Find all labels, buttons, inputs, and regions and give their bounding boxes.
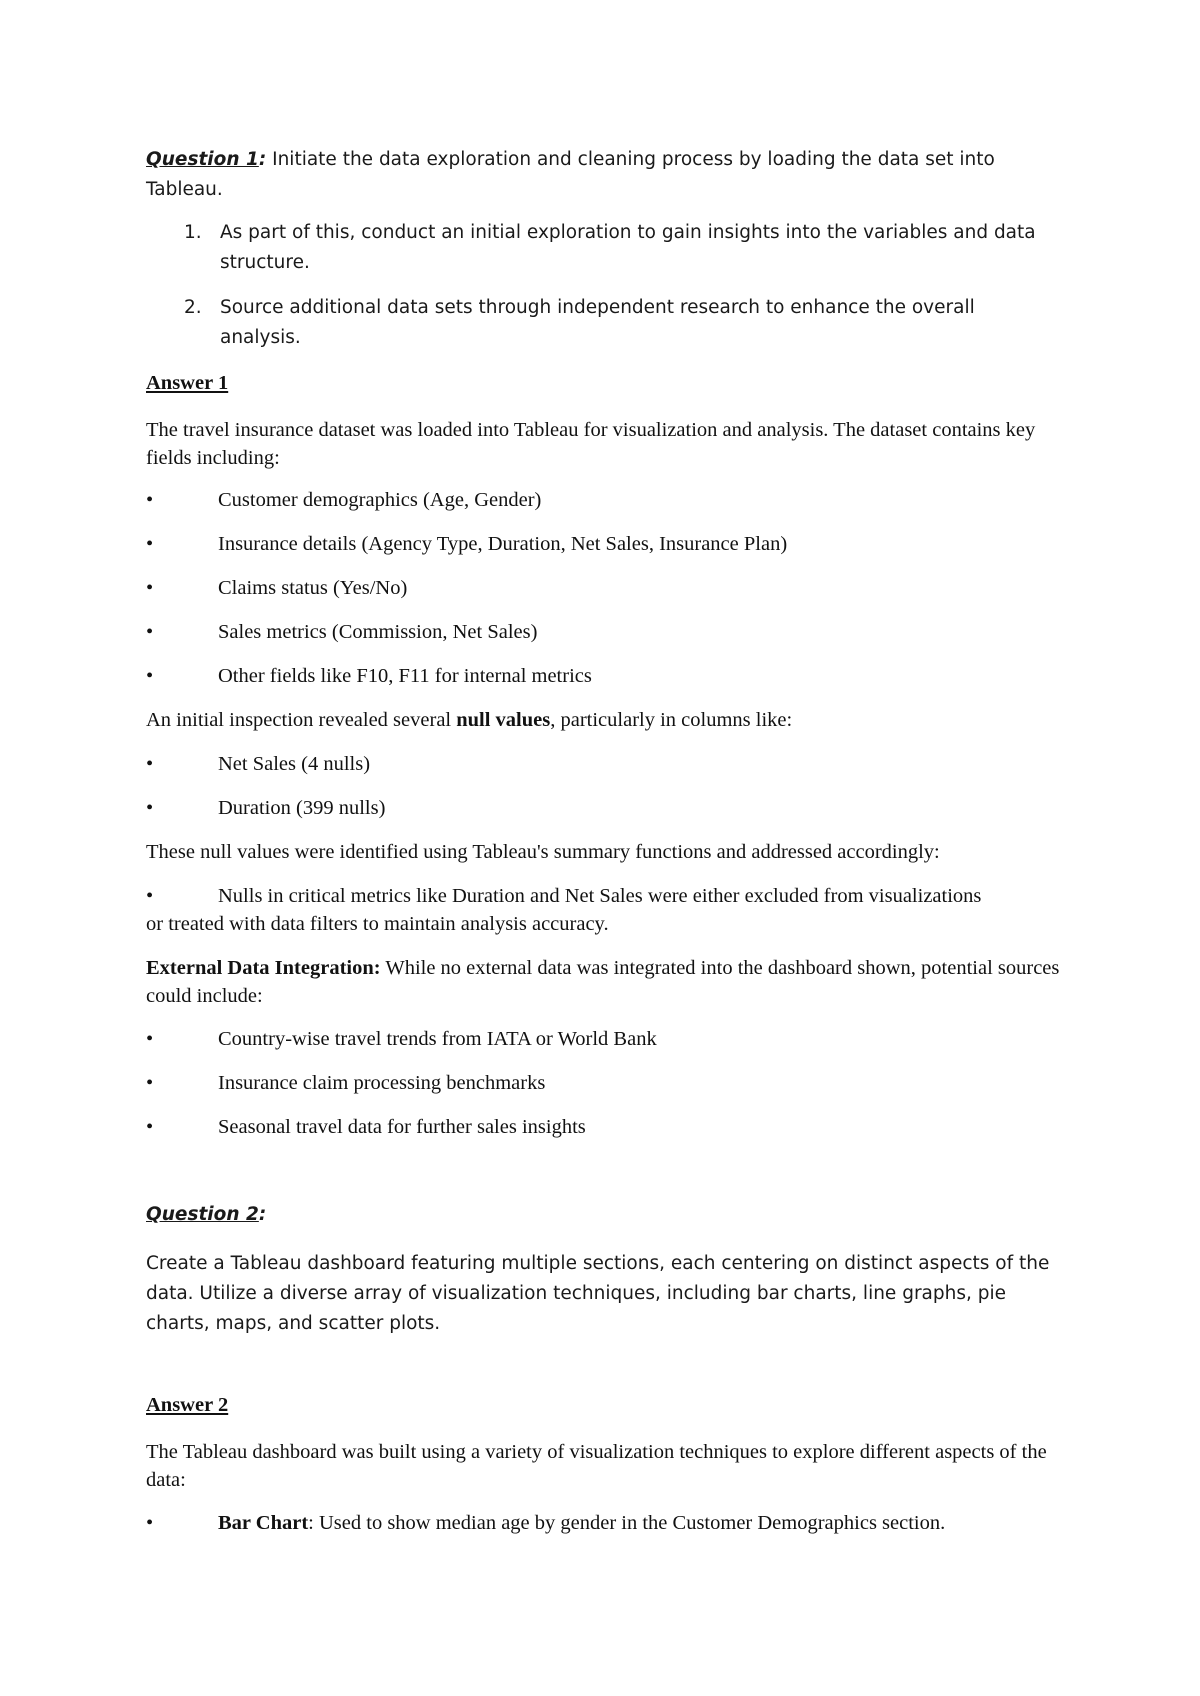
item-text: Source additional data sets through independent research to enhance the overall analysis. <box>220 297 975 348</box>
external-data-paragraph <box>146 954 1066 1010</box>
nulls-text-pre: An initial inspection revealed several <box>146 709 457 731</box>
item-text: As part of this, conduct an initial exploration to gain insights into the variables and data structure. <box>220 222 1036 273</box>
answer-2-heading <box>146 1394 1066 1417</box>
field-text: Customer demographics (Age, Gender) <box>218 489 542 511</box>
answer-2-intro: The Tableau dashboard was built using a variety of visualization techniques to explore different aspects of the data: <box>146 1441 1047 1491</box>
source-text: Country-wise travel trends from IATA or World Bank <box>218 1028 657 1050</box>
null-column-text: Net Sales (4 nulls) <box>218 753 371 775</box>
source-text: Seasonal travel data for further sales insights <box>218 1116 586 1138</box>
item-number: 1. <box>184 222 202 243</box>
field-text: Claims status (Yes/No) <box>218 577 408 599</box>
nulls-fix-text-second: or treated with data filters to maintain analysis accuracy. <box>146 913 609 935</box>
external-data-text: While no external data was integrated into the dashboard shown, potential sources could include: <box>146 957 1060 1007</box>
nulls-fix-text-first: Nulls in critical metrics like Duration and Net Sales were either excluded from visualizations <box>218 885 982 907</box>
field-text: Insurance details (Agency Type, Duration, Net Sales, Insurance Plan) <box>218 533 788 555</box>
bullet-icon: • <box>146 533 154 555</box>
nulls-handled-paragraph: These null values were identified using Tableau's summary functions and addressed accordingly: <box>146 841 940 863</box>
null-column-text: Duration (399 nulls) <box>218 797 386 819</box>
field-text: Other fields like F10, F11 for internal metrics <box>218 665 592 687</box>
nulls-text-post: , particularly in columns like: <box>550 709 793 731</box>
bullet-icon: • <box>146 1116 154 1138</box>
answer-2-label: Answer 2 <box>146 1394 229 1416</box>
question-2-heading <box>146 1200 1066 1230</box>
technique-description: : Used to show median age by gender in the Customer Demographics section. <box>308 1512 946 1534</box>
bullet-icon: • <box>146 665 154 687</box>
bullet-icon: • <box>146 577 154 599</box>
answer-1-heading <box>146 372 1066 395</box>
bullet-icon: • <box>146 489 154 511</box>
bullet-icon: • <box>146 753 154 775</box>
bullet-icon: • <box>146 797 154 819</box>
item-number: 2. <box>184 297 202 318</box>
bullet-icon: • <box>146 1072 154 1094</box>
technique-name: Bar Chart <box>218 1512 309 1534</box>
bullet-icon: • <box>146 1028 154 1050</box>
answer-1-label: Answer 1 <box>146 372 229 394</box>
external-data-label: External Data Integration: <box>146 957 381 979</box>
bullet-icon: • <box>146 621 154 643</box>
field-text: Sales metrics (Commission, Net Sales) <box>218 621 538 643</box>
question-1-label: Question 1 <box>146 149 259 170</box>
bullet-icon: • <box>146 1512 154 1534</box>
question-1-colon: : <box>258 149 267 170</box>
question-2-label: Question 2 <box>146 1204 259 1225</box>
nulls-text-bold: null values <box>456 709 551 731</box>
answer-1-intro: The travel insurance dataset was loaded into Tableau for visualization and analysis. The dataset contains key fields including: <box>146 419 1036 469</box>
question-1-text: Initiate the data exploration and cleaning process by loading the data set into Tableau. <box>146 149 995 200</box>
nulls-paragraph <box>146 706 1066 734</box>
question-1-paragraph <box>146 145 1066 205</box>
source-text: Insurance claim processing benchmarks <box>218 1072 546 1094</box>
bullet-icon: • <box>146 885 154 907</box>
technique-text <box>218 1509 1068 1537</box>
question-2-colon: : <box>258 1204 267 1225</box>
question-2-text: Create a Tableau dashboard featuring multiple sections, each centering on distinct aspects of the data. Utilize a diverse array of visualization techniques, including bar charts, line graphs, pie charts, maps, and scatter plots. <box>146 1253 1050 1334</box>
